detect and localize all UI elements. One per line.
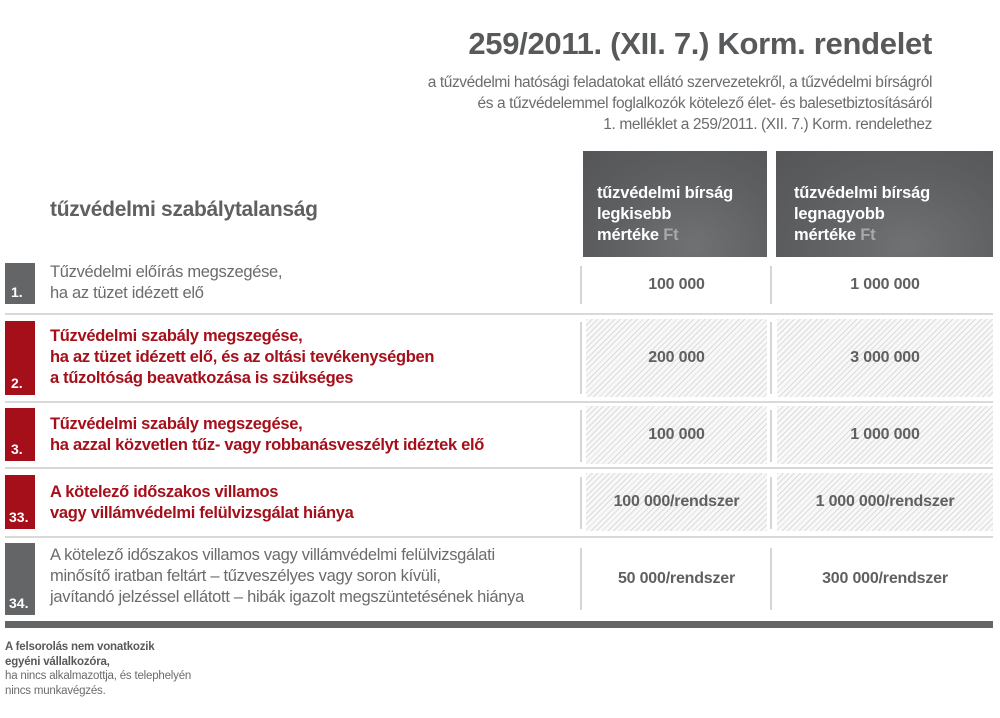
row-description-line: ha az tüzet idézett elő	[50, 284, 204, 302]
max-fine-cell: 1 000 000/rendszer	[777, 473, 993, 531]
max-fine-cell: 3 000 000	[777, 319, 993, 397]
min-fine-cell: 200 000	[586, 319, 767, 397]
min-fine-cell: 50 000/rendszer	[617, 570, 736, 587]
column-header-line: legnagyobb	[794, 205, 885, 223]
column-divider	[770, 548, 772, 610]
footnote-line: A felsorolás nem vonatkozik	[5, 641, 155, 653]
column-header-line	[597, 225, 767, 246]
row-separator	[5, 536, 993, 538]
row-description-line: ha azzal közvetlen tűz- vagy robbanásveszélyt idéztek elő	[50, 436, 485, 454]
max-fine-cell: 1 000 000	[777, 406, 993, 464]
subtitle-line: a tűzvédelmi hatósági feladatokat ellátó szervezetekről, a tűzvédelmi bírságról	[427, 74, 932, 91]
row-description-line: minősítő iratban feltárt – tűzveszélyes vagy soron kívüli,	[50, 567, 441, 585]
row-number-badge: 33.	[5, 475, 35, 529]
column-header-line: legkisebb	[597, 205, 672, 223]
currency-unit: Ft	[860, 226, 876, 244]
column-divider	[580, 322, 582, 394]
row-number-badge: 34.	[5, 543, 35, 615]
row-description-line: Tűzvédelmi szabály megszegése,	[50, 327, 303, 345]
row-separator	[5, 467, 993, 469]
min-fine-cell: 100 000/rendszer	[586, 473, 767, 531]
row-number-badge: 1.	[5, 263, 35, 304]
document-subtitle	[428, 72, 932, 135]
column-divider	[580, 410, 582, 462]
row-description-line: a tűzoltóság beavatkozása is szükséges	[50, 369, 354, 387]
row-separator	[5, 313, 993, 315]
row-number-badge: 3.	[5, 408, 35, 461]
row-description-line: ha az tüzet idézett elő, és az oltási tevékenységben	[50, 348, 435, 366]
column-divider	[580, 548, 582, 610]
row-description-line: Tűzvédelmi szabály megszegése,	[50, 415, 303, 433]
row-description	[50, 262, 282, 304]
column-divider	[770, 266, 772, 304]
row-description-line: Tűzvédelmi előírás megszegése,	[50, 263, 283, 281]
row-description-line: javítandó jelzéssel ellátott – hibák igazolt megszüntetésének hiánya	[50, 588, 524, 606]
rule-column-header: tűzvédelmi szabálytalanság	[50, 198, 318, 221]
footnote-line: ha nincs alkalmazottja, és telephelyén	[5, 670, 192, 682]
row-number-badge: 2.	[5, 321, 35, 395]
column-divider	[770, 410, 772, 462]
subtitle-line: és a tűzvédelemmel foglalkozók kötelező élet- és balesetbiztosításáról	[477, 95, 932, 112]
footnote-line: egyéni vállalkozóra,	[5, 655, 110, 668]
column-header-text: mértéke	[597, 226, 659, 244]
footnote	[5, 640, 191, 698]
row-description	[50, 414, 484, 456]
currency-unit: Ft	[663, 226, 679, 244]
column-header-max-fine	[776, 151, 993, 257]
row-separator	[5, 401, 993, 403]
min-fine-cell: 100 000	[648, 276, 705, 293]
subtitle-line: 1. melléklet a 259/2011. (XII. 7.) Korm. rendelethez	[603, 116, 932, 133]
min-fine-cell: 100 000	[586, 406, 767, 464]
column-divider	[580, 266, 582, 304]
row-description-line: A kötelező időszakos villamos vagy villámvédelmi felülvizsgálati	[50, 546, 495, 564]
row-description	[50, 326, 434, 389]
column-header-line	[794, 225, 993, 246]
column-header-min-fine	[583, 151, 767, 257]
max-fine-cell: 300 000/rendszer	[822, 570, 948, 587]
row-description-line: A kötelező időszakos villamos	[50, 483, 279, 501]
column-divider	[770, 322, 772, 394]
row-description	[50, 482, 353, 524]
row-description	[50, 545, 524, 608]
table-bottom-bar	[5, 621, 993, 628]
document-title: 259/2011. (XII. 7.) Korm. rendelet	[468, 26, 932, 61]
column-header-line: tűzvédelmi bírság	[794, 184, 930, 202]
column-header-text: mértéke	[794, 226, 856, 244]
max-fine-cell: 1 000 000	[850, 276, 920, 293]
column-header-line: tűzvédelmi bírság	[597, 184, 733, 202]
column-divider	[770, 477, 772, 529]
footnote-line: nincs munkavégzés.	[5, 684, 106, 697]
column-divider	[580, 477, 582, 529]
row-description-line: vagy villámvédelmi felülvizsgálat hiánya	[50, 504, 354, 522]
